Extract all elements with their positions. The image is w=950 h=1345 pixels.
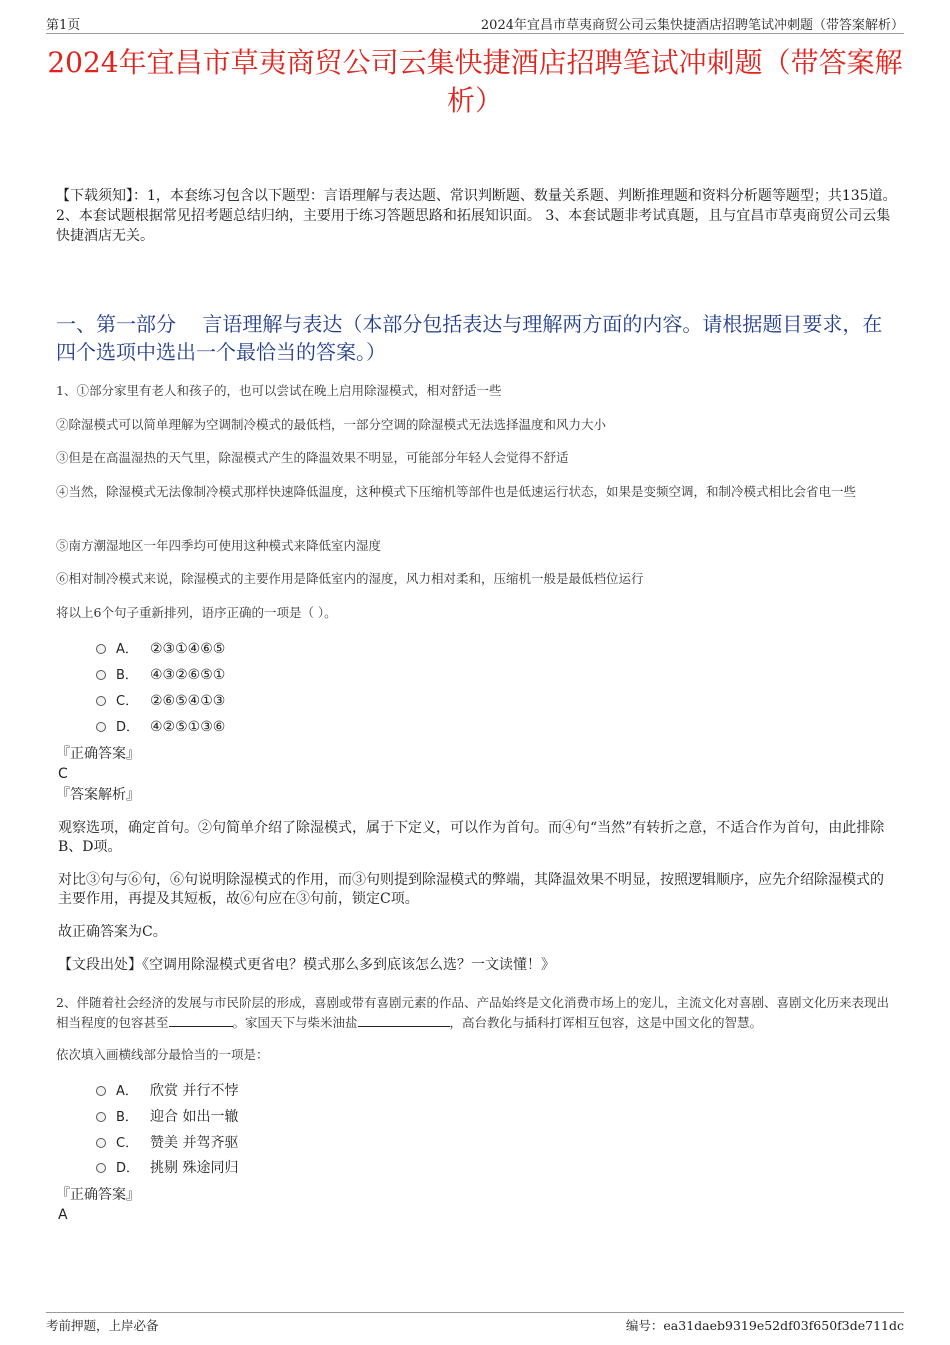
q2-option-a[interactable] xyxy=(96,1082,238,1101)
option-text: 挑剔 殊途同归 xyxy=(150,1160,239,1176)
option-text: ④③②⑥⑤① xyxy=(150,667,226,683)
header-divider xyxy=(46,33,904,34)
q2-option-d[interactable] xyxy=(96,1159,238,1178)
header-doc-title: 2024年宜昌市草夷商贸公司云集快捷酒店招聘笔试冲刺题（带答案解析） xyxy=(480,18,904,33)
q1-line-1: 1、①部分家里有老人和孩子的，也可以尝试在晚上启用除湿模式，相对舒适一些 xyxy=(56,383,502,398)
footer-slogan: 考前押题，上岸必备 xyxy=(46,1318,159,1333)
q1-option-b[interactable] xyxy=(96,666,225,685)
page-number: 第1页 xyxy=(46,18,81,33)
radio-icon[interactable] xyxy=(96,1086,106,1096)
page-title: 2024年宜昌市草夷商贸公司云集快捷酒店招聘笔试冲刺题（带答案解析） xyxy=(47,46,903,117)
q1-source: 【文段出处】《空调用除湿模式更省电？模式那么多到底该怎么选？一文读懂！》 xyxy=(58,957,555,973)
q1-analysis-2: 对比③句与⑥句，⑥句说明除湿模式的作用，而③句则提到除湿模式的弊端，其降温效果不明显，按照逻辑顺序，应先介绍除湿模式的主要作用，再提及其短板，故⑥句应在③句前，锁定C项。 xyxy=(58,872,884,907)
q2-prompt: 依次填入画横线部分最恰当的一项是： xyxy=(56,1047,269,1062)
radio-icon[interactable] xyxy=(96,1112,106,1122)
q1-line-4: ④当然，除湿模式无法像制冷模式那样快速降低温度，这种模式下压缩机等部件也是低速运行状态，如果是变频空调，和制冷模式相比会省电一些 xyxy=(56,484,857,499)
radio-icon[interactable] xyxy=(96,1163,106,1173)
q2-blank-2 xyxy=(358,1014,450,1027)
option-letter: C． xyxy=(116,1136,139,1151)
option-text: ②⑥⑤④①③ xyxy=(150,693,226,709)
q1-prompt: 将以上6个句子重新排列，语序正确的一项是（ ）。 xyxy=(56,605,337,620)
q1-analysis-1: 观察选项，确定首句。②句简单介绍了除湿模式，属于下定义，可以作为首句。而④句“当然”有转折之意，不适合作为首句，由此排除B、D项。 xyxy=(58,820,885,855)
q1-option-a[interactable] xyxy=(96,640,225,659)
option-letter: A． xyxy=(116,1084,138,1099)
q1-analysis-label: 『答案解析』 xyxy=(56,787,140,803)
q1-option-c[interactable] xyxy=(96,692,225,711)
q1-line-2: ②除湿模式可以简单理解为空调制冷模式的最低档，一部分空调的除湿模式无法选择温度和风力大小 xyxy=(56,417,607,432)
radio-icon[interactable] xyxy=(96,670,106,680)
q2-option-b[interactable] xyxy=(96,1108,238,1127)
option-text: ④②⑤①③⑥ xyxy=(150,719,226,735)
q1-answer-label: 『正确答案』 xyxy=(56,746,140,762)
option-letter: D． xyxy=(116,1161,140,1176)
q2-stem: 2、伴随着社会经济的发展与市民阶层的形成，喜剧或带有喜剧元素的作品、产品始终是文化消费市场上的宠儿，主流文化对喜剧、喜剧文化历来表现出相当程度的包容甚至 。家国天下与柴米油盐 ，高台教化与插科打诨相互包容，这是中国文化的智慧。 xyxy=(56,995,889,1030)
download-notice: 【下载须知】：1，本套练习包含以下题型：言语理解与表达题、常识判断题、数量关系题、判断推理题和资料分析题等题型；共135道。 2、本套试题根据常见招考题总结归纳，主要用于练习答题思路和拓展知识面。 3、本套试题非考试真题，且与宜昌市草夷商贸公司云集快捷酒店无关。 xyxy=(56,188,897,244)
option-letter: A． xyxy=(116,642,138,657)
q1-analysis-3: 故正确答案为C。 xyxy=(58,924,167,940)
page-header xyxy=(46,14,904,34)
q2-answer-label: 『正确答案』 xyxy=(56,1187,140,1203)
option-text: ②③①④⑥⑤ xyxy=(150,641,226,657)
option-text: 迎合 如出一辙 xyxy=(150,1109,239,1125)
footer-divider xyxy=(46,1312,904,1313)
option-letter: C． xyxy=(116,694,139,709)
radio-icon[interactable] xyxy=(96,722,106,732)
radio-icon[interactable] xyxy=(96,1138,106,1148)
q1-option-d[interactable] xyxy=(96,718,225,737)
option-letter: B． xyxy=(116,1110,138,1125)
q2-answer: A xyxy=(58,1207,68,1223)
q1-line-5: ⑤南方潮湿地区一年四季均可使用这种模式来降低室内湿度 xyxy=(56,538,382,553)
q1-answer: C xyxy=(58,766,68,782)
option-letter: B． xyxy=(116,668,138,683)
footer-serial: 编号：ea31daeb9319e52df03f650f3de711dc xyxy=(625,1318,904,1333)
option-letter: D． xyxy=(116,720,140,735)
q1-line-6: ⑥相对制冷模式来说，除湿模式的主要作用是降低室内的湿度，风力相对柔和，压缩机一般是最低档位运行 xyxy=(56,571,644,586)
q2-blank-1 xyxy=(169,1014,233,1027)
radio-icon[interactable] xyxy=(96,696,106,706)
radio-icon[interactable] xyxy=(96,644,106,654)
q2-option-c[interactable] xyxy=(96,1134,238,1153)
option-text: 赞美 并驾齐驱 xyxy=(150,1135,239,1151)
q1-line-3: ③但是在高温湿热的天气里，除湿模式产生的降温效果不明显，可能部分年轻人会觉得不舒适 xyxy=(56,450,569,465)
section-heading: 一、第一部分 言语理解与表达（本部分包括表达与理解两方面的内容。请根据题目要求，在四个选项中选出一个最恰当的答案。） xyxy=(56,312,883,364)
option-text: 欣赏 并行不悖 xyxy=(150,1083,239,1099)
